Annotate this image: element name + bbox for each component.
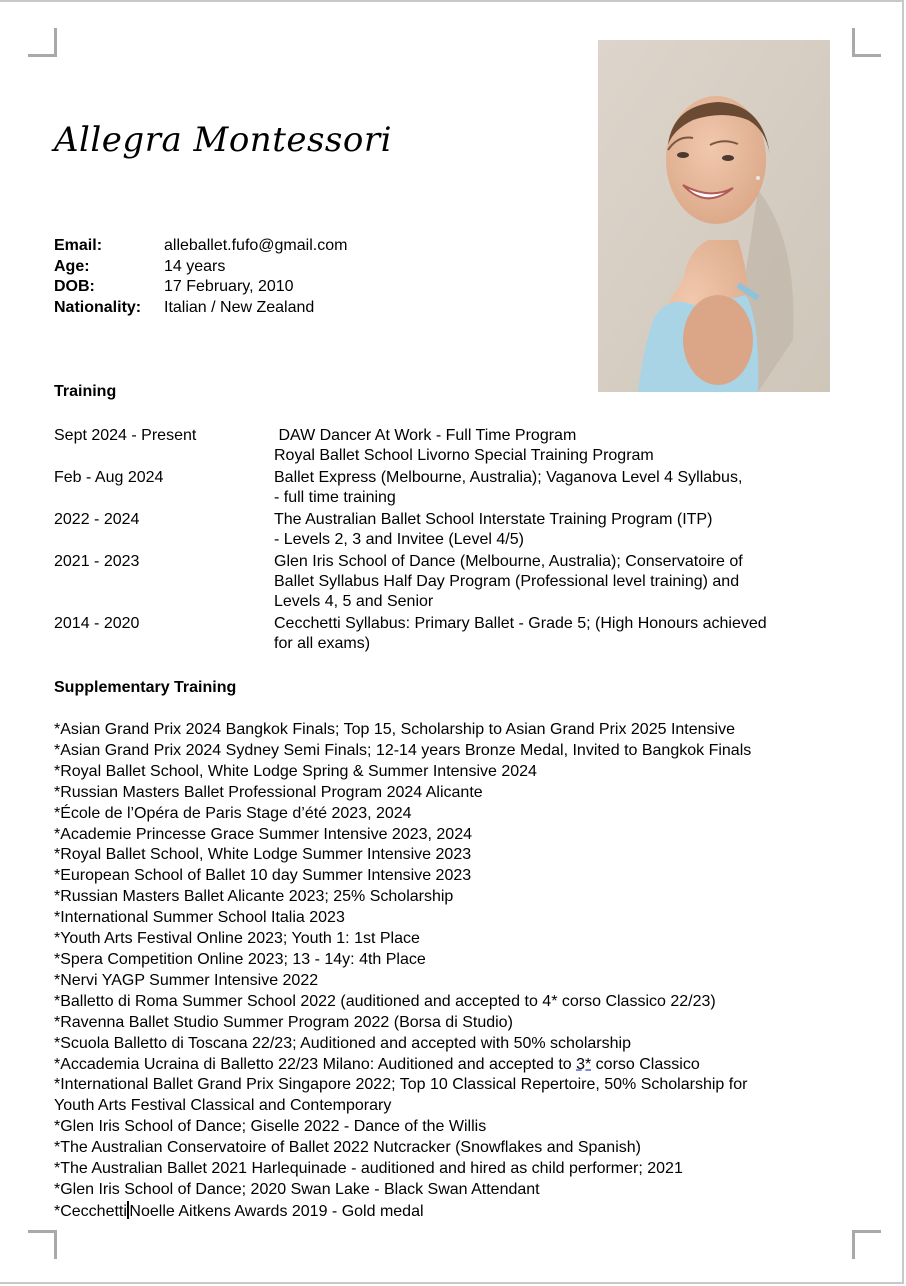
contact-dob-row <box>54 277 347 298</box>
training-description: DAW Dancer At Work - Full Time Program Royal Ballet School Livorno Special Training Program <box>274 427 654 465</box>
contact-info <box>54 236 347 319</box>
crop-mark-top-left <box>28 28 57 57</box>
list-item[interactable]: *École de l’Opéra de Paris Stage d’été 2023, 2024 <box>54 804 412 822</box>
list-item[interactable]: *Glen Iris School of Dance; 2020 Swan Lake - Black Swan Attendant <box>54 1180 540 1198</box>
training-description: Cecchetti Syllabus: Primary Ballet - Grade 5; (High Honours achieved for all exams) <box>274 614 767 653</box>
contact-email-row <box>54 236 347 257</box>
crop-mark-bottom-right <box>852 1230 881 1259</box>
list-item-continuation[interactable]: Youth Arts Festival Classical and Contemporary <box>54 1097 392 1115</box>
contact-nationality-row <box>54 298 347 319</box>
list-item[interactable]: *Spera Competition Online 2023; 13 - 14y: 4th Place <box>54 950 426 968</box>
email-label: Email: <box>54 237 103 254</box>
training-table <box>54 426 854 656</box>
supplementary-list <box>54 720 864 1223</box>
list-item[interactable]: *Glen Iris School of Dance; Giselle 2022 - Dance of the Willis <box>54 1118 487 1136</box>
training-date: 2014 - 2020 <box>54 614 140 632</box>
training-date: 2021 - 2023 <box>54 552 140 570</box>
list-item[interactable]: *Youth Arts Festival Online 2023; Youth 1: 1st Place <box>54 930 420 948</box>
list-item[interactable]: *Ravenna Ballet Studio Summer Program 2022 (Borsa di Studio) <box>54 1013 513 1031</box>
email-value[interactable]: alleballet.fufo@gmail.com <box>164 237 348 254</box>
list-item[interactable]: *The Australian Conservatoire of Ballet 2022 Nutcracker (Snowflakes and Spanish) <box>54 1139 641 1157</box>
profile-photo[interactable] <box>598 40 830 392</box>
nationality-label: Nationality: <box>54 299 142 317</box>
list-item[interactable]: *Accademia Ucraina di Balletto 22/23 Milano: Auditioned and accepted to 3* corso Classico <box>54 1055 700 1073</box>
list-item[interactable]: *Russian Masters Ballet Professional Program 2024 Alicante <box>54 783 483 801</box>
list-item[interactable]: *Royal Ballet School, White Lodge Summer Intensive 2023 <box>54 846 472 864</box>
list-item[interactable]: *Royal Ballet School, White Lodge Spring & Summer Intensive 2024 <box>54 762 537 780</box>
candidate-name[interactable]: Allegra Montessori <box>54 120 392 160</box>
proofing-flag[interactable]: 3* <box>576 1055 592 1073</box>
list-item[interactable]: *Nervi YAGP Summer Intensive 2022 <box>54 971 319 989</box>
age-label: Age: <box>54 257 90 275</box>
training-description: Glen Iris School of Dance (Melbourne, Australia); Conservatoire of Ballet Syllabus Half Day Program (Professional level training) and Levels 4, 5 and Senior <box>274 552 743 611</box>
training-row[interactable] <box>54 614 854 655</box>
training-description: Ballet Express (Melbourne, Australia); Vaganova Level 4 Syllabus, - full time training <box>274 468 743 507</box>
list-item[interactable]: *Asian Grand Prix 2024 Sydney Semi Finals; 12-14 years Bronze Medal, Invited to Bangkok Finals <box>54 741 752 759</box>
age-value[interactable]: 14 years <box>164 257 226 275</box>
training-heading[interactable]: Training <box>54 383 117 400</box>
crop-mark-bottom-left <box>28 1230 57 1259</box>
supplementary-heading[interactable]: Supplementary Training <box>54 679 237 696</box>
training-row[interactable] <box>54 552 854 613</box>
dob-value[interactable]: 17 February, 2010 <box>164 278 294 296</box>
training-row[interactable] <box>54 468 854 509</box>
contact-age-row <box>54 257 347 278</box>
list-item[interactable]: *European School of Ballet 10 day Summer Intensive 2023 <box>54 867 472 885</box>
training-description: The Australian Ballet School Interstate Training Program (ITP) - Levels 2, 3 and Invitee (Level 4/5) <box>274 510 713 549</box>
list-item[interactable]: *International Ballet Grand Prix Singapore 2022; Top 10 Classical Repertoire, 50% Scholarship for <box>54 1076 748 1094</box>
dob-label: DOB: <box>54 278 95 296</box>
training-date: 2022 - 2024 <box>54 510 140 528</box>
list-item[interactable]: *Academie Princesse Grace Summer Intensive 2023, 2024 <box>54 825 472 843</box>
list-item[interactable]: *The Australian Ballet 2021 Harlequinade - auditioned and hired as child performer; 2021 <box>54 1160 683 1178</box>
list-item[interactable]: *Asian Grand Prix 2024 Bangkok Finals; Top 15, Scholarship to Asian Grand Prix 2025 Intensive <box>54 721 735 738</box>
training-row[interactable] <box>54 426 854 467</box>
list-item[interactable]: *International Summer School Italia 2023 <box>54 909 345 927</box>
training-date: Sept 2024 - Present <box>54 427 197 444</box>
list-item[interactable]: *Scuola Balletto di Toscana 22/23; Auditioned and accepted with 50% scholarship <box>54 1034 631 1052</box>
list-item[interactable]: *Russian Masters Ballet Alicante 2023; 25% Scholarship <box>54 888 454 906</box>
training-row[interactable] <box>54 510 854 551</box>
nationality-value[interactable]: Italian / New Zealand <box>164 299 315 317</box>
list-item[interactable]: *Cecchetti Noelle Aitkens Awards 2019 - Gold medal <box>54 1202 424 1220</box>
training-date: Feb - Aug 2024 <box>54 468 164 486</box>
list-item[interactable]: *Balletto di Roma Summer School 2022 (auditioned and accepted to 4* corso Classico 22/23) <box>54 992 716 1010</box>
crop-mark-top-right <box>852 28 881 57</box>
